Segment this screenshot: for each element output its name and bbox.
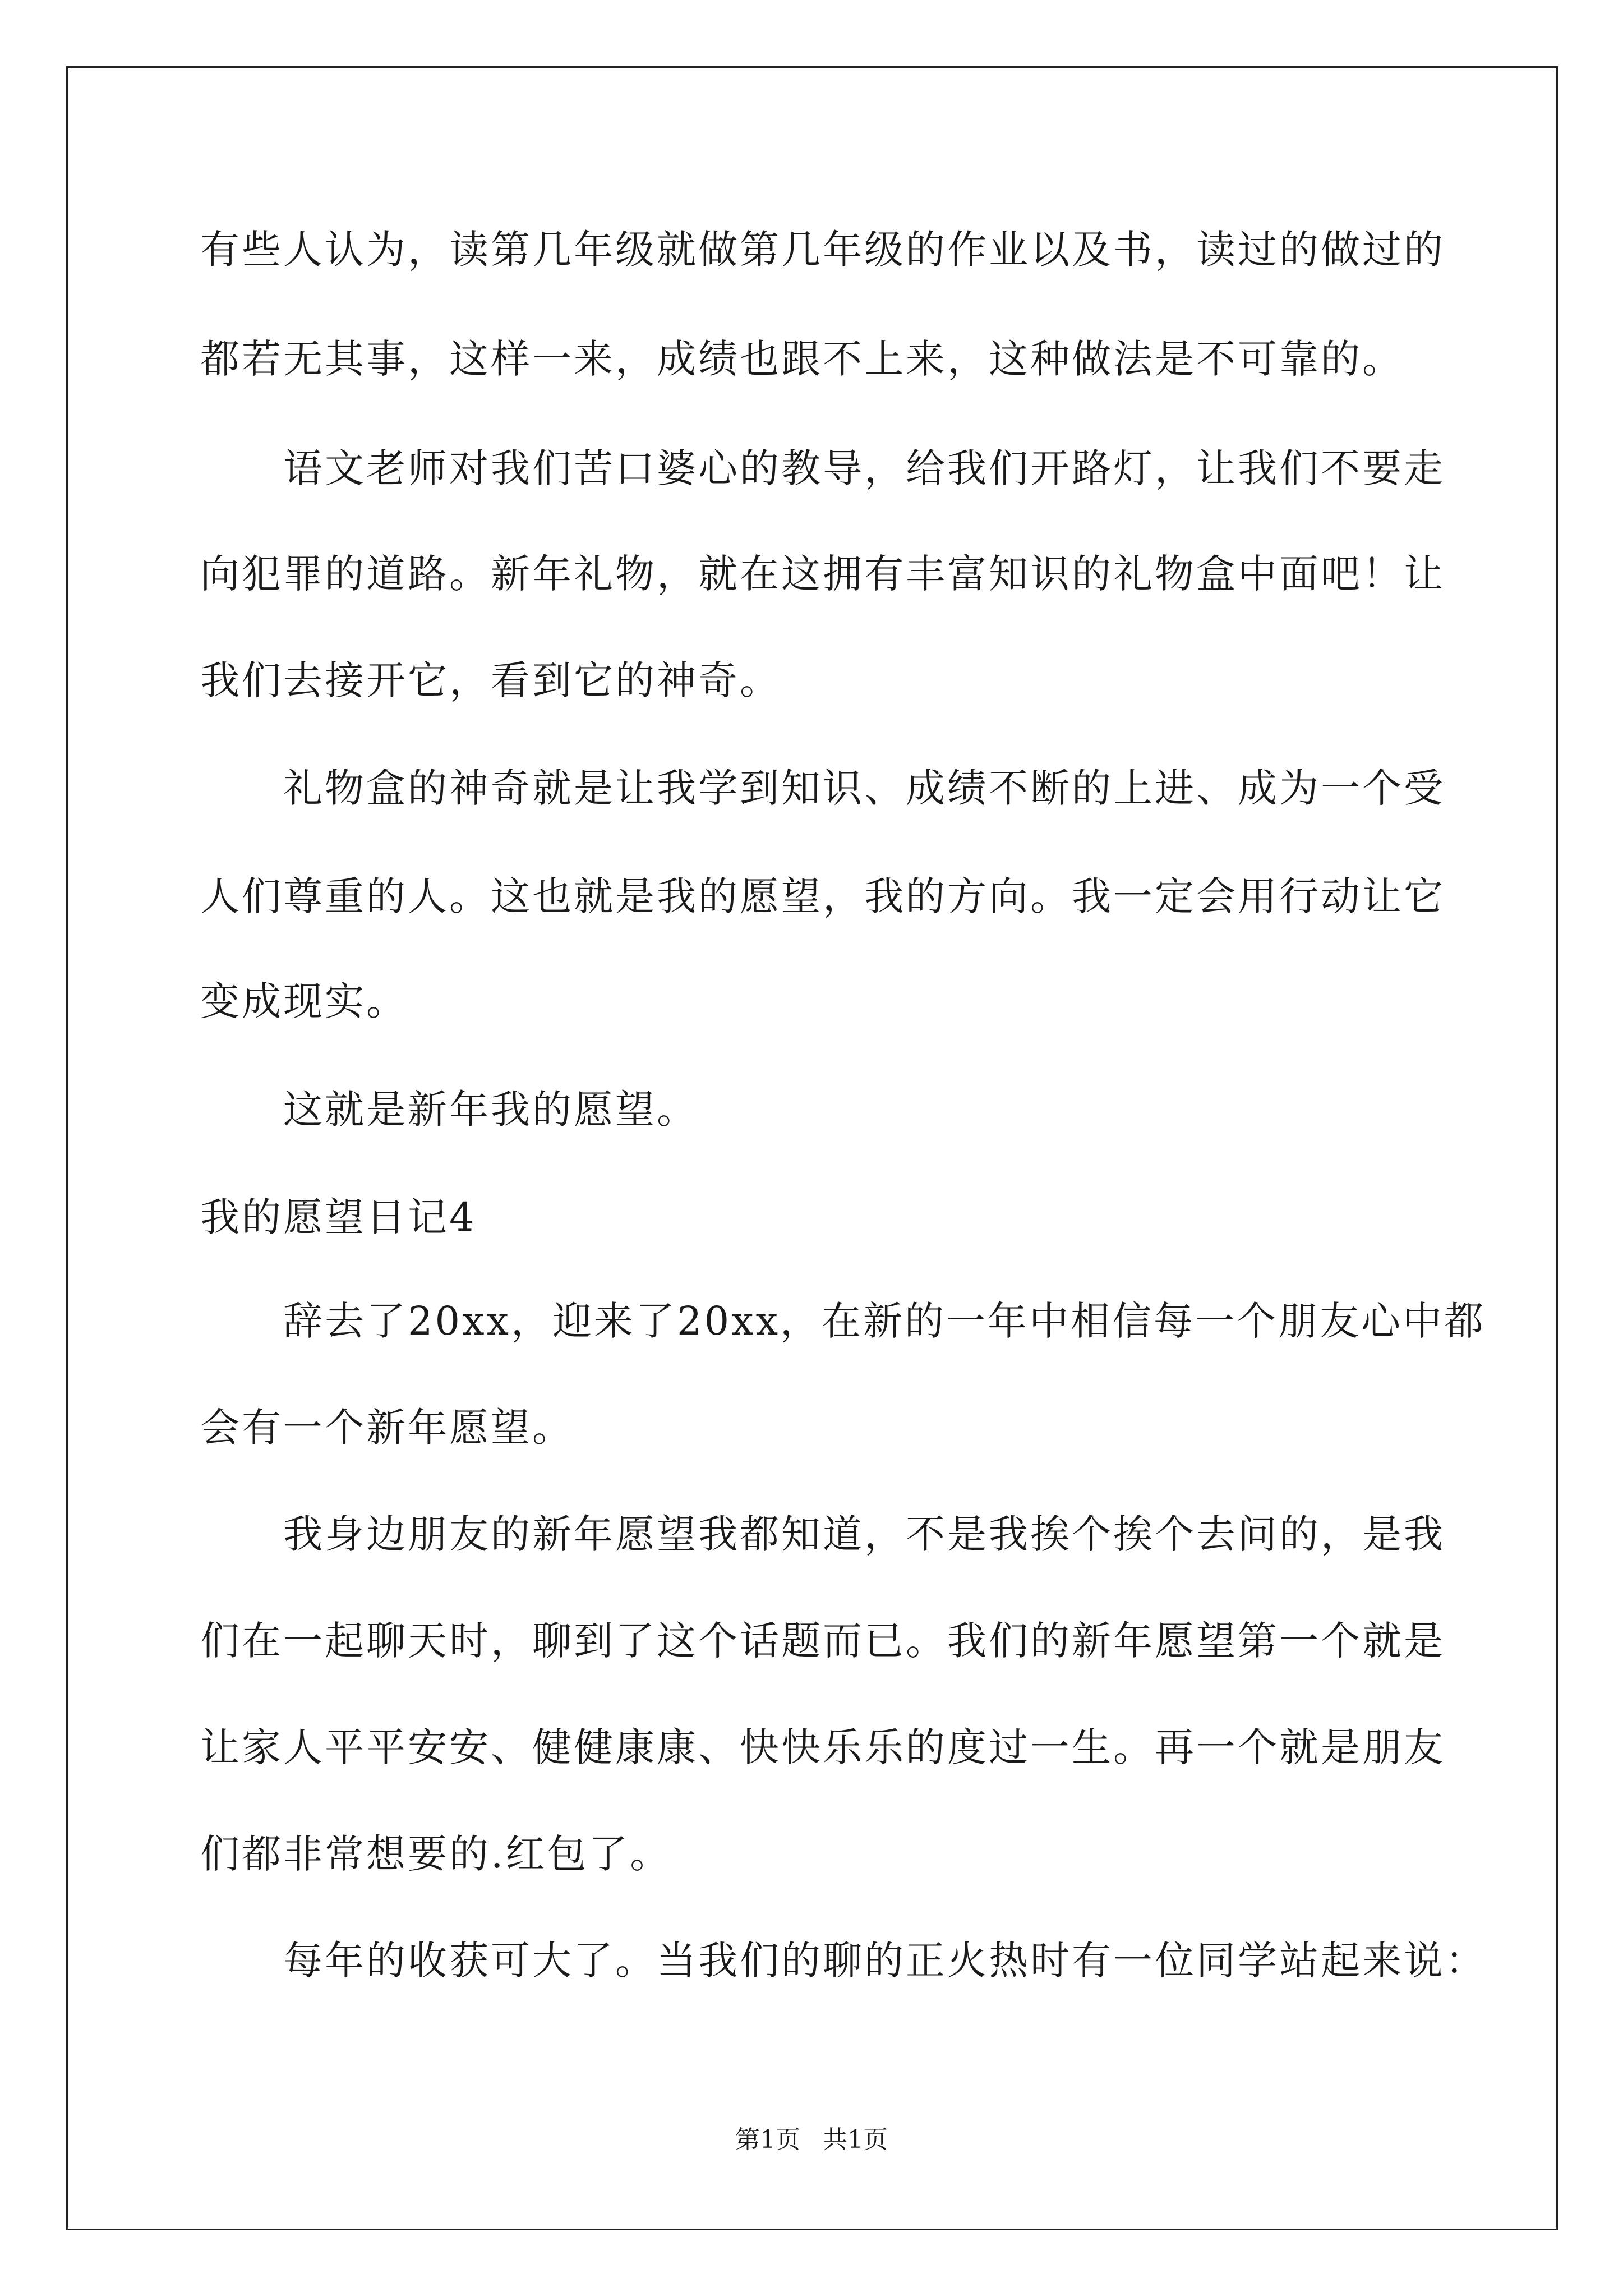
text-line: 有些人认为，读第几年级就做第几年级的作业以及书，读过的做过的 <box>200 227 1445 273</box>
text-line: 这就是新年我的愿望。 <box>200 1087 698 1133</box>
text-line: 都若无其事，这样一来，成绩也跟不上来，这种做法是不可靠的。 <box>200 336 1404 382</box>
page-number: 第1页 <box>735 2125 800 2154</box>
text-line: 们都非常想要的.红包了。 <box>200 1831 672 1877</box>
text-line: 变成现实。 <box>200 978 408 1024</box>
page-total: 共1页 <box>823 2125 888 2154</box>
text-line: 会有一个新年愿望。 <box>200 1405 574 1451</box>
text-line: 们在一起聊天时，聊到了这个话题而已。我们的新年愿望第一个就是 <box>200 1618 1445 1664</box>
text-line: 语文老师对我们苦口婆心的教导，给我们开路灯，让我们不要走 <box>200 445 1445 491</box>
text-line: 我身边朋友的新年愿望我都知道，不是我挨个挨个去问的，是我 <box>200 1511 1445 1557</box>
page-border <box>66 66 1558 2230</box>
text-line: 让家人平平安安、健健康康、快快乐乐的度过一生。再一个就是朋友 <box>200 1724 1445 1770</box>
section-heading: 我的愿望日记4 <box>200 1194 477 1240</box>
text-line: 我们去接开它，看到它的神奇。 <box>200 657 781 703</box>
text-line: 每年的收获可大了。当我们的聊的正火热时有一位同学站起来说： <box>200 1938 1487 1984</box>
text-line: 礼物盒的神奇就是让我学到知识、成绩不断的上进、成为一个受 <box>200 765 1445 811</box>
text-line: 向犯罪的道路。新年礼物，就在这拥有丰富知识的礼物盒中面吧！让 <box>200 551 1445 597</box>
text-line: 人们尊重的人。这也就是我的愿望，我的方向。我一定会用行动让它 <box>200 873 1445 919</box>
page-footer <box>0 2123 1623 2157</box>
text-line: 辞去了20xx，迎来了20xx，在新的一年中相信每一个朋友心中都 <box>200 1298 1486 1344</box>
